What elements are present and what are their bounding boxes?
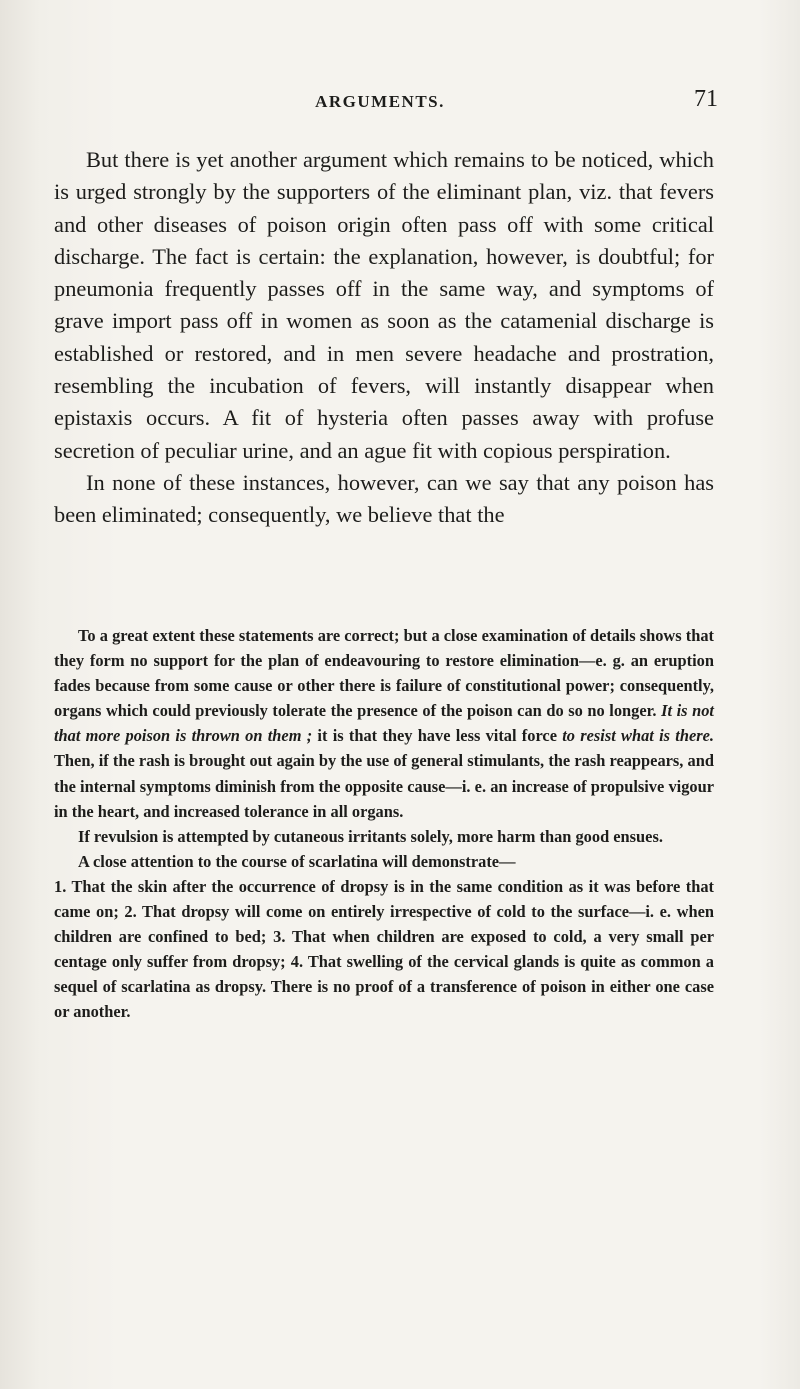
main-paragraph: But there is yet another argument which remains to be noticed, which is urged strongly by the supporters of the eliminant plan, viz. that fevers and other diseases of poison origin often pass off with some critical discharge. The fact is certain: the explanation, however, is doubtful; for pneumonia frequently passes off in the same way, and symptoms of grave import pass off in women as soon as the catamenial discharge is established or restored, and in men severe headache and prostration, resembling the incubation of fevers, will instantly disappear when epistaxis occurs. A fit of hysteria often passes away with profuse secretion of peculiar urine, and an ague fit with copious perspiration. — [54, 147, 714, 463]
main-paragraph: In none of these instances, however, can we say that any poison has been eliminated; consequently, we believe that the — [54, 469, 714, 528]
footnote-italic-text: It is not that more poison is thrown on them ; — [54, 701, 714, 746]
footnote — [54, 623, 714, 1025]
footnote-text: Then, if the rash is brought out again by the use of general stimulants, the rash reappears, and the internal symptoms diminish from the opposite cause—i. e. an increase of propulsive vigour in the heart, and increased tolerance in all organs. — [54, 751, 714, 821]
running-title: ARGUMENTS. — [315, 92, 445, 111]
page-number: 71 — [694, 86, 718, 112]
footnote-text: To a great extent these statements are correct; but a close examination of details shows that they form no support for the plan of endeavouring to restore elimination—e. g. an eruption fades because from some cause or other there is failure of constitutional power; consequently, organs which could previously tolerate the presence of the poison can do so no longer. — [54, 626, 714, 721]
footnote-list-paragraph: 1. That the skin after the occurrence of dropsy is in the same condition as it was before that came on; 2. That dropsy will come on entirely irrespective of cold to the surface—i. e. when children are confined to bed; 3. That when children are exposed to cold, a very small per centage only suffer from dropsy; 4. That swelling of the cervical glands is quite as common a sequel of scarlatina as dropsy. There is no proof of a transference of poison in either one case or another. — [54, 876, 714, 1022]
running-head — [42, 86, 718, 118]
footnote-paragraph: If revulsion is attempted by cutaneous irritants solely, more harm than good ensues. — [78, 826, 663, 846]
main-text — [54, 144, 714, 532]
footnote-italic-text: to resist what is there. — [562, 726, 714, 746]
footnote-text: it is that they have less vital force — [312, 726, 563, 746]
footnote-paragraph: A close attention to the course of scarlatina will demonstrate— — [78, 851, 516, 871]
footnote-paragraph — [54, 623, 714, 824]
